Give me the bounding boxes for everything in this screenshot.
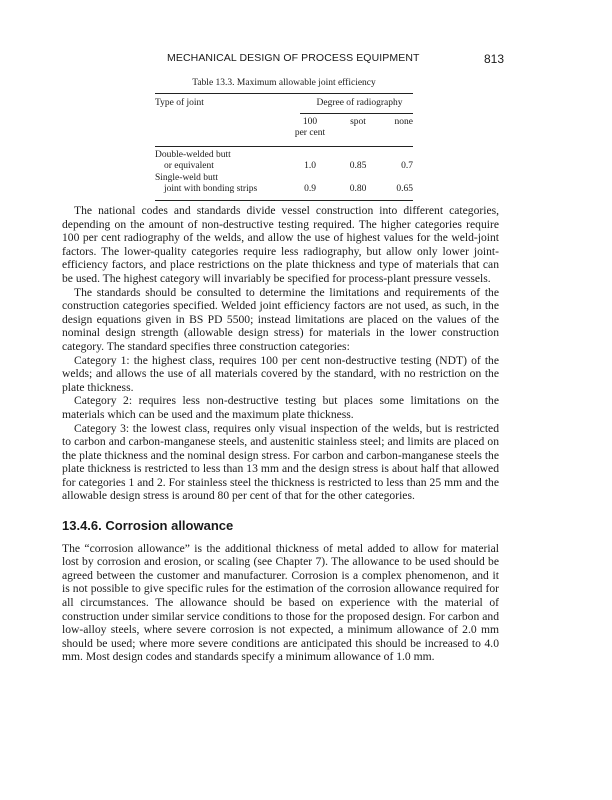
table-body: [155, 94, 413, 201]
subheader-100: 100: [302, 116, 318, 127]
cell-spot: 0.80: [349, 184, 367, 194]
page-number: 813: [483, 52, 504, 66]
table-row-cont: [155, 161, 413, 173]
paragraph: The “corrosion allowance” is the additional thickness of metal added to allow for material lost by corrosion and erosion, or scaling (see Chapter 7). The allowance to be used should be agreed between the customer and manufacturer. Corrosion is a complex phenomenon, and it is not possible to give specific rules for the estimation of the corrosion allowance required for all circumstances. The allowance should be based on experience with the material of construction under similar service conditions to those for the proposed design. For carbon and low-alloy steels, where severe corrosion is not expected, a minimum allowance of 2.0 mm should be used; where more severe conditions are anticipated this should be increased to 4.0 mm. Most design codes and standards specify a minimum allowance of 1.0 mm.: [62, 541, 499, 664]
subheader-per-cent: per cent: [294, 128, 326, 138]
row-joint-name-cont: or equivalent: [164, 161, 214, 171]
row-joint-name: Single-weld butt: [155, 172, 219, 183]
subheader-spot: spot: [350, 116, 366, 127]
header-degree-of-radiography: Degree of radiography: [316, 98, 403, 108]
joint-efficiency-table: [155, 78, 413, 201]
page-header: [0, 52, 612, 68]
cell-100: 1.0: [304, 161, 316, 171]
row-joint-name: Double-welded butt: [155, 149, 231, 160]
table-header-row: [155, 94, 413, 110]
table-bottom-rule: [155, 200, 413, 201]
cell-none: 0.65: [396, 184, 413, 194]
cell-spot: 0.85: [349, 161, 367, 171]
paragraph: The standards should be consulted to determine the limitations and requirements of the construction categories specified. Welded joint efficiency factors are not used, as such, in the design equations given in BS PD 5500; instead limitations are placed on the values of the nominal design strength (allowable design stress) for materials in the lower construction category. The standard specifies three construction categories:: [62, 285, 499, 353]
table-row-cont: [155, 184, 413, 196]
body-text: [62, 204, 499, 664]
header-type-of-joint: Type of joint: [155, 98, 204, 108]
paragraph: Category 1: the highest class, requires 100 per cent non-destructive testing (NDT) of the welds; and allows the use of all materials covered by the standard, with no restriction on the plate thickness.: [62, 353, 499, 394]
table-caption: Table 13.3. Maximum allowable joint efficiency: [192, 78, 376, 88]
running-title: MECHANICAL DESIGN OF PROCESS EQUIPMENT: [167, 52, 420, 64]
table-subheader-row: [155, 114, 413, 129]
paragraph: Category 3: the lowest class, requires only visual inspection of the welds, but is restricted to carbon and carbon-manganese steels, and austenitic stainless steel; and limits are placed on the plate thickness and the nominal design stress. For carbon and carbon-manganese steels the plate thickness is restricted to less than 13 mm and the design stress is about half that allowed for categories 1 and 2. For stainless steel the thickness is restricted to less than 25 mm and the allowable design stress is around 80 per cent of that for the other categories.: [62, 421, 499, 503]
paragraph: Category 2: requires less non-destructive testing but places some limitations on the materials which can be used and the maximum plate thickness.: [62, 394, 499, 421]
cell-100: 0.9: [304, 184, 316, 194]
section-heading: 13.4.6. Corrosion allowance: [62, 518, 234, 534]
table-row: [155, 147, 413, 162]
row-joint-name-cont: joint with bonding strips: [164, 184, 258, 194]
paragraph: The national codes and standards divide vessel construction into different categories, depending on the amount of non-destructive testing required. The higher categories require 100 per cent radiography of the welds, and allow the use of highest values for the weld-joint factors. The lower-quality categories require less radiography, but allow only lower joint-efficiency factors, and place restrictions on the plate thickness and type of materials that can be used. The highest category will invariably be specified for process-plant pressure vessels.: [62, 204, 499, 285]
cell-none: 0.7: [401, 161, 413, 171]
table-row: [155, 173, 413, 185]
subheader-none: none: [394, 116, 413, 127]
